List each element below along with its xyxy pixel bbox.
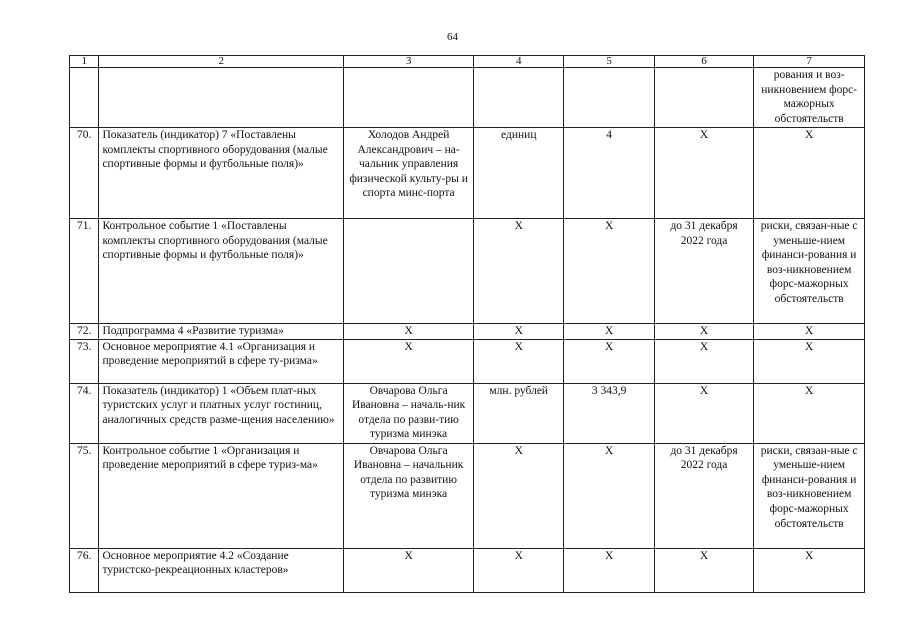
row-name: Основное мероприятие 4.2 «Создание туристско-рекреационных кластеров»: [99, 548, 344, 592]
row-term: Х: [654, 383, 754, 443]
row-responsible: [344, 219, 474, 324]
column-header: 1: [70, 56, 99, 68]
row-value: 4: [564, 128, 654, 219]
row-term: Х: [654, 339, 754, 383]
row-name: Основное мероприятие 4.1 «Организация и проведение мероприятий в сфере ту-ризма»: [99, 339, 344, 383]
column-header: 6: [654, 56, 754, 68]
row-name: Контрольное событие 1 «Организация и проведение мероприятий в сфере туриз-ма»: [99, 443, 344, 548]
row-responsible: Х: [344, 324, 474, 340]
row-name: Контрольное событие 1 «Поставлены комплекты спортивного оборудования (малые спортивные формы и футбольные поля)»: [99, 219, 344, 324]
table-row: [70, 68, 865, 128]
column-header: 3: [344, 56, 474, 68]
table-row: [70, 339, 865, 383]
row-risk: риски, связан-ные с уменьше-нием финанси-рования и воз-никновением форс-мажорных обстоятельств: [754, 443, 865, 548]
row-risk: рования и воз-никновением форс-мажорных обстоятельств: [754, 68, 865, 128]
row-term: [654, 68, 754, 128]
row-number: 74.: [70, 383, 99, 443]
column-header: 5: [564, 56, 654, 68]
column-header: 4: [474, 56, 564, 68]
table-row: [70, 324, 865, 340]
row-number: 73.: [70, 339, 99, 383]
row-number: 71.: [70, 219, 99, 324]
column-number-row: [70, 56, 865, 68]
row-number: 75.: [70, 443, 99, 548]
row-name: Подпрограмма 4 «Развитие туризма»: [99, 324, 344, 340]
row-risk: Х: [754, 383, 865, 443]
row-value: 3 343,9: [564, 383, 654, 443]
table-row: [70, 219, 865, 324]
row-value: Х: [564, 443, 654, 548]
row-responsible: Овчарова Ольга Ивановна – начальник отдела по развитию туризма минэка: [344, 443, 474, 548]
row-term: Х: [654, 128, 754, 219]
row-risk: Х: [754, 324, 865, 340]
row-term: Х: [654, 548, 754, 592]
row-responsible: Холодов Андрей Александрович – на-чальник управления физической культу-ры и спорта минс-порта: [344, 128, 474, 219]
row-value: Х: [564, 339, 654, 383]
row-unit: Х: [474, 219, 564, 324]
table-row: [70, 383, 865, 443]
row-value: [564, 68, 654, 128]
row-name: Показатель (индикатор) 1 «Объем плат-ных туристских услуг и платных услуг гостиниц, аналогичных средств разме-щения населению»: [99, 383, 344, 443]
row-risk: Х: [754, 339, 865, 383]
row-number: [70, 68, 99, 128]
row-unit: Х: [474, 443, 564, 548]
table-row: [70, 548, 865, 592]
row-value: Х: [564, 324, 654, 340]
row-name: Показатель (индикатор) 7 «Поставлены комплекты спортивного оборудования (малые спортивные формы и футбольные поля)»: [99, 128, 344, 219]
table-row: [70, 128, 865, 219]
row-term: Х: [654, 324, 754, 340]
row-unit: единиц: [474, 128, 564, 219]
row-unit: [474, 68, 564, 128]
row-term: до 31 декабря 2022 года: [654, 443, 754, 548]
row-risk: Х: [754, 128, 865, 219]
column-header: 7: [754, 56, 865, 68]
row-risk: риски, связан-ные с уменьше-нием финанси-рования и воз-никновением форс-мажорных обстоятельств: [754, 219, 865, 324]
table-row: [70, 443, 865, 548]
row-unit: млн. рублей: [474, 383, 564, 443]
row-number: 72.: [70, 324, 99, 340]
row-term: до 31 декабря 2022 года: [654, 219, 754, 324]
row-name: [99, 68, 344, 128]
row-value: Х: [564, 219, 654, 324]
row-value: Х: [564, 548, 654, 592]
row-unit: Х: [474, 324, 564, 340]
row-responsible: Х: [344, 339, 474, 383]
row-risk: Х: [754, 548, 865, 592]
row-unit: Х: [474, 339, 564, 383]
page-number: 64: [447, 31, 458, 43]
column-header: 2: [99, 56, 344, 68]
row-number: 70.: [70, 128, 99, 219]
row-responsible: Х: [344, 548, 474, 592]
row-number: 76.: [70, 548, 99, 592]
plan-table: [69, 55, 865, 593]
row-responsible: [344, 68, 474, 128]
row-unit: Х: [474, 548, 564, 592]
row-responsible: Овчарова Ольга Ивановна – началь-ник отдела по разви-тию туризма минэка: [344, 383, 474, 443]
